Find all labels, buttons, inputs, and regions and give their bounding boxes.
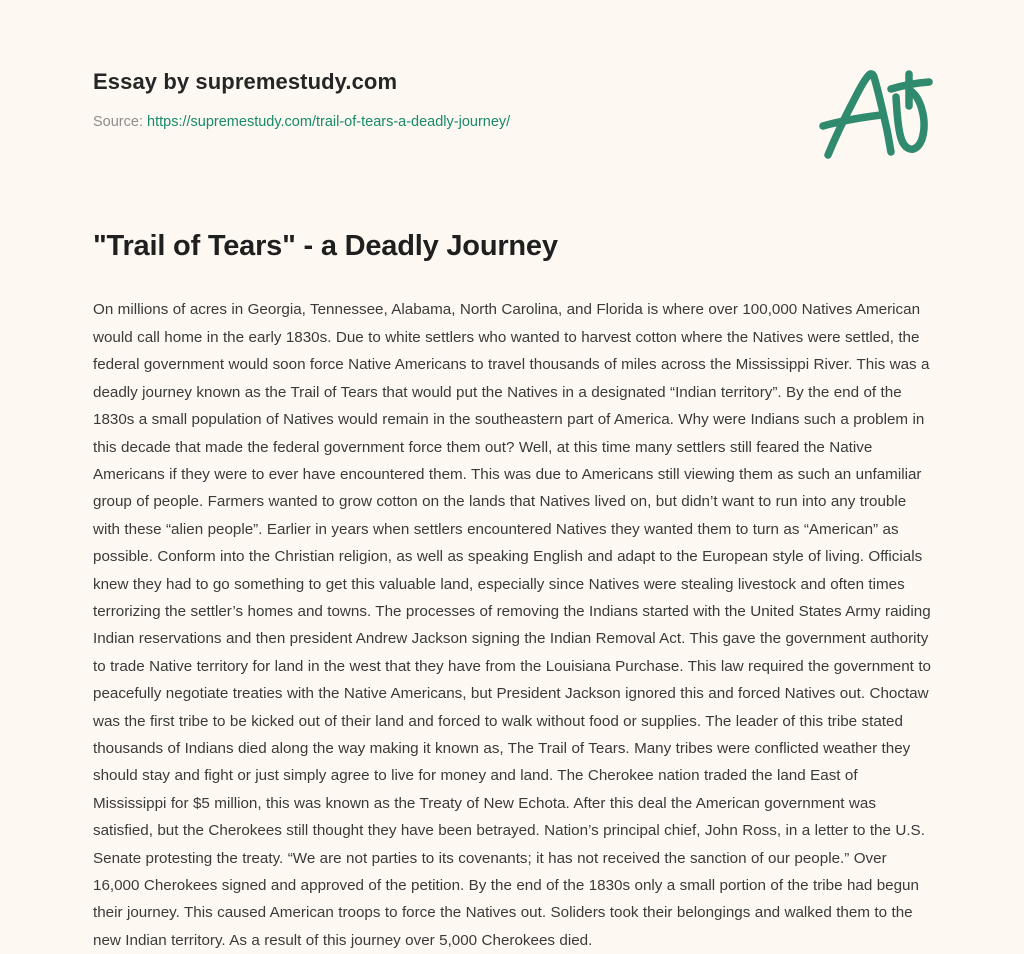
article-body: On millions of acres in Georgia, Tennessee, Alabama, North Carolina, and Florida is where over 100,000 Natives American would call home in the early 1830s. Due to white settlers who wanted to harvest cotton where the Natives were settled, the federal government would soon force Native Americans to travel thousands of miles across the Mississippi River. This was a deadly journey known as the Trail of Tears that would put the Natives in a designated “Indian territory”. By the end of the 1830s a small population of Natives would remain in the southeastern part of America. Why were Indians such a problem in this decade that made the federal government force them out? Well, at this time many settlers still feared the Native Americans if they were to ever have encountered them. This was due to Americans still viewing them as such an unfamiliar group of people. Farmers wanted to grow cotton on the lands that Natives lived on, but didn’t want to run into any trouble with these “alien people”. Earlier in years when settlers encountered Natives they wanted them to turn as “American” as possible. Conform into the Christian religion, as well as speaking English and adapt to the European style of living. Officials knew they had to go something to get this valuable land, especially since Natives were stealing livestock and often times terrorizing the settler’s homes and towns. The processes of removing the Indians started with the United States Army raiding Indian reservations and then president Andrew Jackson signing the Indian Removal Act. This gave the government authority to trade Native territory for land in the west that they have from the Louisiana Purchase. This law required the government to peacefully negotiate treaties with the Native Americans, but President Jackson ignored this and forced Natives out. Choctaw was the first tribe to be kicked out of their land and forced to walk without food or supplies. The leader of this tribe stated thousands of Indians died along the way making it known as, The Trail of Tears. Many tribes were conflicted weather they should stay and fight or just simply agree to live for money and land. The Cherokee nation traded the land East of Mississippi for $5 million, this was known as the Treaty of New Echota. After this deal the American government was satisfied, but the Cherokees still thought they have been betrayed. Nation’s principal chief, John Ross, in a letter to the U.S. Senate protesting the treaty. “We are not parties to its covenants; it has not received the sanction of our people.” Over 16,000 Cherokees signed and approved of the petition. By the end of the 1830s only a small portion of the tribe had begun their journey. This caused American troops to force the Natives out. Soliders took their belongings and walked them to the new Indian territory. As a result of this journey over 5,000 Cherokees died. xyxy=(93,301,931,949)
source-url-link[interactable]: https://supremestudy.com/trail-of-tears-a-deadly-journey/ xyxy=(147,113,511,130)
document-header xyxy=(93,0,931,132)
article-container xyxy=(93,228,931,954)
source-label: Source: xyxy=(93,113,143,130)
page-title: "Trail of Tears" - a Deadly Journey xyxy=(93,229,558,262)
essay-byline: Essay by supremestudy.com xyxy=(93,69,398,94)
a-plus-logo-icon xyxy=(805,52,945,172)
